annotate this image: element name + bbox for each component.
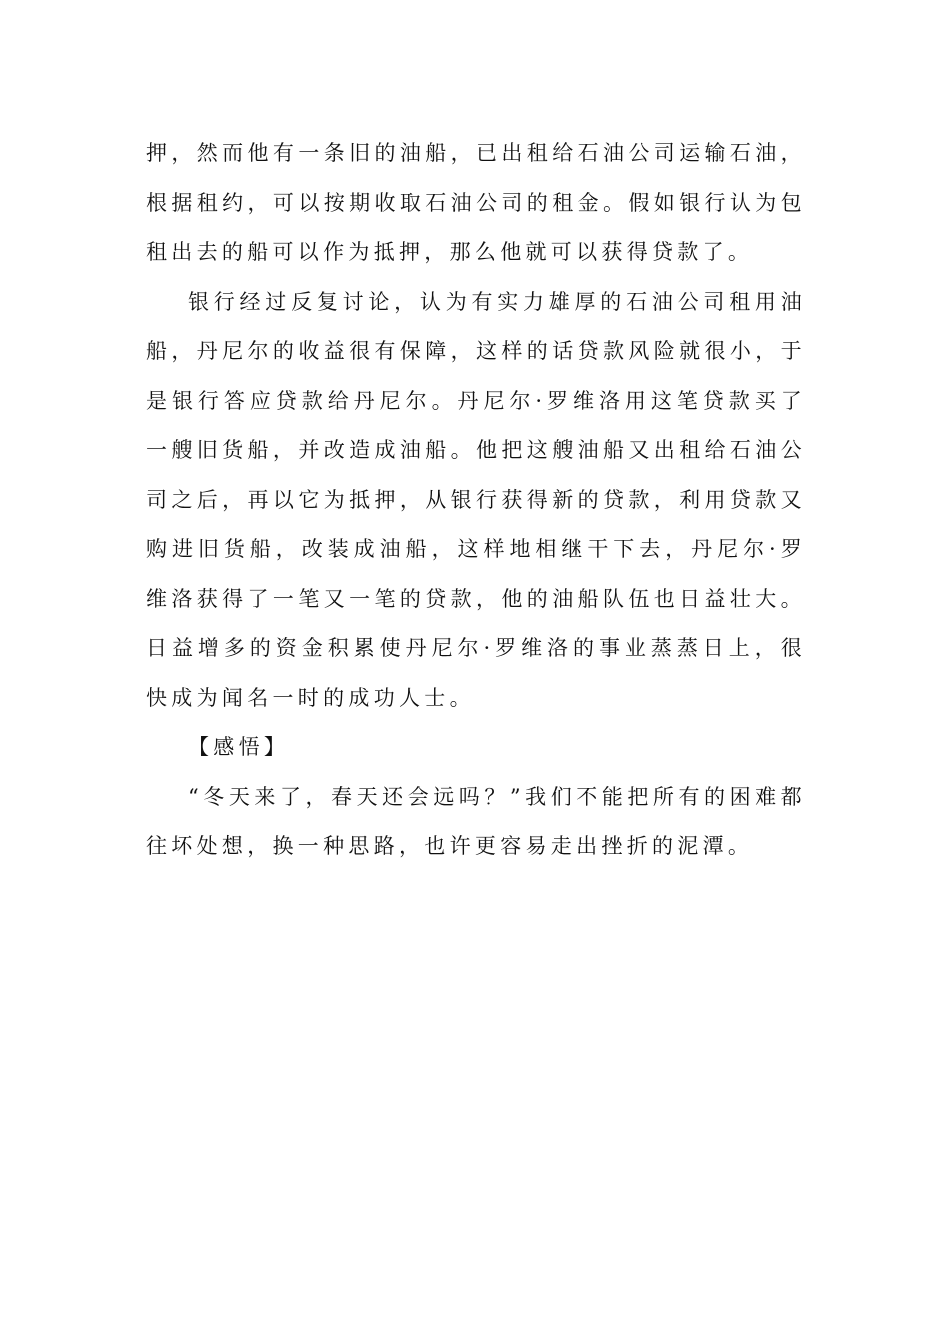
- paragraph-bank-loan: 银行经过反复讨论，认为有实力雄厚的石油公司租用油船，丹尼尔的收益很有保障，这样的话贷款风险就很小，于是银行答应贷款给丹尼尔。丹尼尔·罗维洛用这笔贷款买了一艘旧货船，并改造成油船。他把这艘油船又出租给石油公司之后，再以它为抵押，从银行获得新的贷款，利用贷款又购进旧货船，改装成油船，这样地相继干下去，丹尼尔·罗维洛获得了一笔又一笔的贷款，他的油船队伍也日益壮大。日益增多的资金积累使丹尼尔·罗维洛的事业蒸蒸日上，很快成为闻名一时的成功人士。: [146, 289, 806, 710]
- document-body: [146, 129, 806, 872]
- paragraph-continuation: 押，然而他有一条旧的油船，已出租给石油公司运输石油，根据租约，可以按期收取石油公司的租金。假如银行认为包租出去的船可以作为抵押，那么他就可以获得贷款了。: [146, 141, 806, 264]
- paragraph-insight: “冬天来了，春天还会远吗？”我们不能把所有的困难都往坏处想，换一种思路，也许更容易走出挫折的泥潭。: [146, 784, 806, 858]
- section-heading-insight: 【感悟】: [188, 735, 290, 759]
